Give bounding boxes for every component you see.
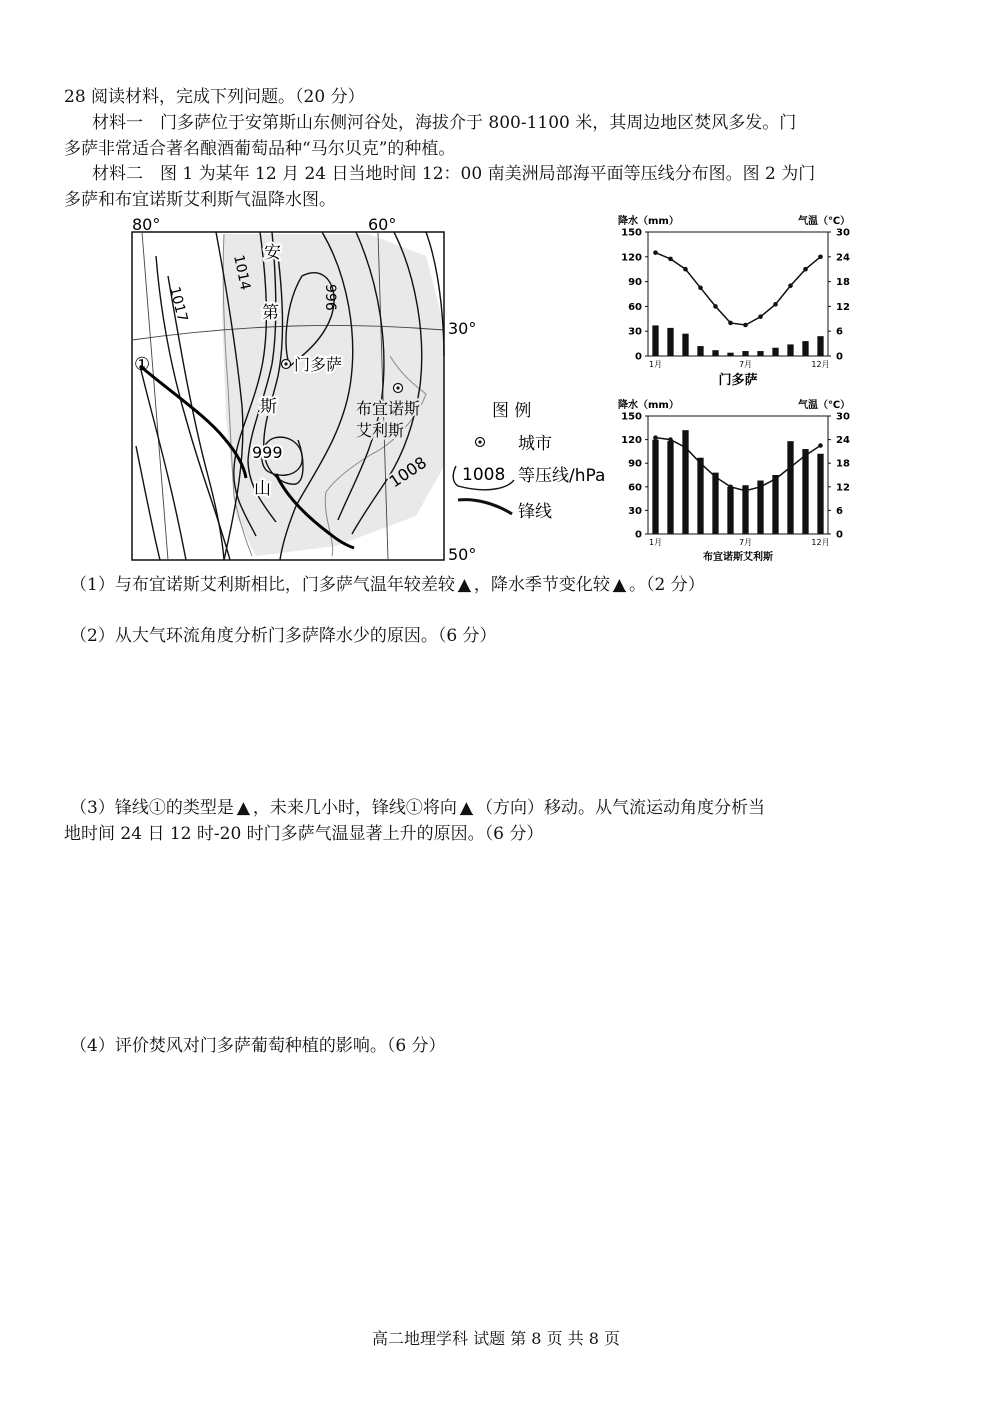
- buenos-aires-right-tick-label-4: 24: [836, 435, 850, 447]
- buenos-aires-left-tick-label-3: 90: [628, 458, 642, 470]
- land-area: [222, 234, 444, 556]
- mendoza-temp-point-4: [698, 286, 703, 291]
- lon-label-60: 60°: [368, 215, 397, 234]
- lat-label-50: 50°: [448, 545, 477, 564]
- q3-text-pre: （3）锋线①的类型是: [70, 798, 234, 818]
- buenos-aires-temp-point-6: [728, 485, 733, 490]
- mendoza-left-tick-label-1: 30: [628, 326, 642, 338]
- buenos-aires-left-tick-label-2: 60: [628, 482, 642, 494]
- legend-front-label: 锋线: [518, 502, 552, 522]
- mendoza-precip-bar-8: [757, 351, 763, 356]
- mendoza-right-tick-label-4: 24: [836, 252, 850, 264]
- page-footer: 高二地理学科 试题 第 8 页 共 8 页: [372, 1329, 620, 1348]
- q1-text-mid: ，降水季节变化较: [473, 575, 610, 595]
- buenos-aires-right-tick-label-2: 12: [836, 482, 850, 494]
- legend-front-icon: [458, 500, 512, 514]
- mendoza-chart-title: 门多萨: [718, 373, 758, 388]
- q1-text-post: 。（2 分）: [628, 575, 705, 595]
- mendoza-precip-bar-9: [772, 348, 778, 356]
- buenos-aires-temp-point-7: [743, 488, 748, 493]
- city-marker-buenos-aires: [394, 384, 403, 393]
- question-4: （4）评价焚风对门多萨葡萄种植的影响。（6 分）: [70, 1036, 446, 1056]
- isobar-label-1017: 1017: [166, 285, 191, 324]
- buenos-aires-right-axis-label: 气温（℃）: [798, 400, 851, 411]
- climograph-buenos-aires: [614, 394, 870, 566]
- mendoza-temp-point-8: [758, 314, 763, 319]
- mendoza-temp-point-7: [743, 323, 748, 328]
- city-label-ba-1: 布宜诺斯: [356, 399, 421, 418]
- mendoza-temp-point-6: [728, 321, 733, 326]
- question-3-line2: 地时间 24 日 12 时-20 时门多萨气温显著上升的原因。（6 分）: [64, 824, 544, 844]
- q1-answer-blank-2[interactable]: ▲: [612, 575, 626, 595]
- buenos-aires-left-tick-label-0: 0: [635, 529, 642, 541]
- question-1: [70, 572, 705, 598]
- mendoza-precip-bar-1: [652, 325, 658, 356]
- buenos-aires-precip-bar-2: [667, 441, 673, 534]
- climograph-mendoza: [614, 204, 870, 390]
- buenos-aires-temp-point-3: [683, 445, 688, 450]
- buenos-aires-right-tick-label-3: 18: [836, 458, 850, 470]
- buenos-aires-precip-bar-4: [697, 458, 703, 534]
- legend-city-label: 城市: [518, 434, 552, 454]
- buenos-aires-left-tick-label-1: 30: [628, 505, 642, 517]
- buenos-aires-chart-title: 布宜诺斯艾利斯: [703, 552, 773, 563]
- buenos-aires-temp-point-2: [668, 437, 673, 442]
- mendoza-precip-bar-12: [817, 336, 823, 356]
- buenos-aires-temp-point-10: [788, 465, 793, 470]
- andes-label-3: 斯: [260, 397, 277, 417]
- mendoza-x-label-2: 12月: [811, 360, 830, 369]
- buenos-aires-temp-point-11: [803, 453, 808, 458]
- q3-answer-blank-1[interactable]: ▲: [236, 798, 250, 818]
- meridian-80: [142, 232, 168, 560]
- mendoza-right-tick-label-1: 6: [836, 326, 843, 338]
- mendoza-left-tick-label-0: 0: [635, 351, 642, 363]
- mendoza-left-axis-label: 降水（mm）: [618, 216, 679, 227]
- material2-line2: 多萨和布宜诺斯艾利斯气温降水图。: [64, 190, 336, 210]
- buenos-aires-temp-point-1: [653, 435, 658, 440]
- mendoza-temp-point-10: [788, 283, 793, 288]
- lon-label-80: 80°: [132, 215, 161, 234]
- q3-answer-blank-2[interactable]: ▲: [459, 798, 473, 818]
- buenos-aires-right-tick-label-1: 6: [836, 505, 843, 517]
- mendoza-plot-frame: [648, 232, 828, 356]
- mendoza-temp-point-9: [773, 302, 778, 307]
- isobar-map: [126, 215, 477, 566]
- buenos-aires-precip-bar-12: [817, 454, 823, 534]
- mendoza-x-label-0: 1月: [648, 360, 663, 369]
- buenos-aires-left-tick-label-5: 150: [621, 411, 642, 423]
- question-2: （2）从大气环流角度分析门多萨降水少的原因。（6 分）: [70, 626, 497, 646]
- isobar-line-west4: [136, 446, 160, 560]
- mendoza-temp-point-11: [803, 267, 808, 272]
- mendoza-right-tick-label-2: 12: [836, 301, 850, 313]
- buenos-aires-temp-point-8: [758, 485, 763, 490]
- mendoza-temp-point-1: [653, 250, 658, 255]
- buenos-aires-left-axis-label: 降水（mm）: [618, 400, 679, 411]
- legend-isobar-sample: 1008: [462, 465, 506, 485]
- map-legend: [448, 392, 616, 532]
- buenos-aires-x-label-0: 1月: [648, 538, 663, 547]
- mendoza-right-tick-label-3: 18: [836, 277, 850, 289]
- q1-text-pre: （1）与布宜诺斯艾利斯相比，门多萨气温年较差较: [70, 575, 455, 595]
- mendoza-precip-bar-10: [787, 344, 793, 356]
- mendoza-precip-bar-2: [667, 328, 673, 356]
- mendoza-right-tick-label-5: 30: [836, 227, 850, 239]
- mendoza-precip-bar-7: [742, 351, 748, 356]
- material1-line2: 多萨非常适合著名酿酒葡萄品种“马尔贝克”的种植。: [64, 139, 456, 159]
- mendoza-temp-point-5: [713, 304, 718, 309]
- buenos-aires-temp-point-4: [698, 461, 703, 466]
- legend-city-icon: [476, 438, 485, 447]
- mendoza-left-tick-label-2: 60: [628, 301, 642, 313]
- buenos-aires-x-label-2: 12月: [811, 538, 830, 547]
- mendoza-x-label-1: 7月: [738, 360, 753, 369]
- buenos-aires-temp-point-9: [773, 477, 778, 482]
- buenos-aires-temp-line: [656, 438, 821, 491]
- q3-text-mid: ，未来几小时，锋线①将向: [252, 798, 457, 818]
- mendoza-right-axis-label: 气温（℃）: [798, 216, 851, 227]
- mendoza-left-tick-label-3: 90: [628, 277, 642, 289]
- buenos-aires-precip-bar-6: [727, 487, 733, 534]
- isobar-label-999: 999: [252, 443, 283, 462]
- buenos-aires-plot-frame: [648, 416, 828, 534]
- material1-line1: 材料一 门多萨位于安第斯山东侧河谷处，海拔介于 800-1100 米，其周边地区焚风多发。门: [92, 113, 797, 133]
- buenos-aires-precip-bar-11: [802, 449, 808, 534]
- mendoza-left-tick-label-4: 120: [621, 252, 642, 264]
- legend-title: 图 例: [492, 401, 532, 421]
- city-marker-mendoza: [282, 360, 291, 369]
- andes-label-2: 第: [262, 303, 279, 323]
- buenos-aires-precip-bar-9: [772, 475, 778, 534]
- buenos-aires-left-tick-label-4: 120: [621, 435, 642, 447]
- buenos-aires-temp-point-12: [818, 443, 823, 448]
- isobar-label-1014: 1014: [230, 253, 254, 292]
- isobar-label-996: 996: [322, 284, 338, 311]
- question-header: 28 阅读材料，完成下列问题。（20 分）: [64, 87, 365, 107]
- buenos-aires-x-label-1: 7月: [738, 538, 753, 547]
- mendoza-temp-point-3: [683, 267, 688, 272]
- buenos-aires-precip-bar-1: [652, 440, 658, 534]
- mendoza-temp-point-2: [668, 257, 673, 262]
- mendoza-precip-bar-6: [727, 353, 733, 356]
- mendoza-precip-bar-5: [712, 350, 718, 356]
- front-marker-1: ①: [134, 354, 151, 375]
- mendoza-temp-point-12: [818, 255, 823, 260]
- city-label-mendoza: 门多萨: [294, 355, 343, 374]
- buenos-aires-precip-bar-5: [712, 473, 718, 534]
- legend-isobar-label: 等压线/hPa: [518, 466, 606, 486]
- q3-text-post: （方向）移动。从气流运动角度分析当: [475, 798, 765, 818]
- city-label-ba-2: 艾利斯: [356, 421, 405, 440]
- buenos-aires-temp-point-5: [713, 475, 718, 480]
- andes-label-4: 山: [254, 479, 271, 499]
- andes-label-1: 安: [264, 243, 281, 263]
- buenos-aires-precip-bar-10: [787, 441, 793, 534]
- isobar-label-1008: 1008: [385, 452, 430, 492]
- mendoza-precip-bar-11: [802, 341, 808, 356]
- mendoza-right-tick-label-0: 0: [836, 351, 843, 363]
- mendoza-precip-bar-4: [697, 346, 703, 356]
- mendoza-left-tick-label-5: 150: [621, 227, 642, 239]
- material2-line1: 材料二 图 1 为某年 12 月 24 日当地时间 12：00 南美洲局部海平面等压线分布图。图 2 为门: [92, 164, 816, 184]
- mendoza-precip-bar-3: [682, 334, 688, 356]
- question-3: [70, 795, 765, 821]
- mendoza-temp-line: [656, 253, 821, 325]
- q1-answer-blank-1[interactable]: ▲: [457, 575, 471, 595]
- buenos-aires-right-tick-label-5: 30: [836, 411, 850, 423]
- lat-label-30: 30°: [448, 319, 477, 338]
- buenos-aires-right-tick-label-0: 0: [836, 529, 843, 541]
